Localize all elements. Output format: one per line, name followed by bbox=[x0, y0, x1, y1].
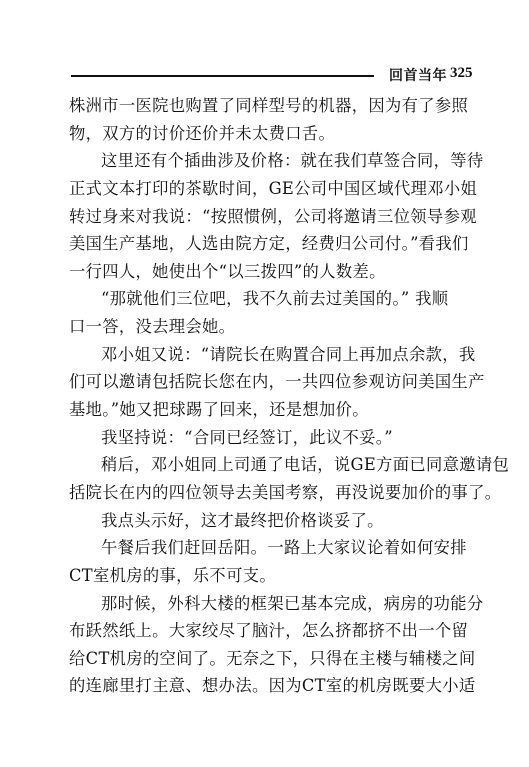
text-line: 那时候，外科大楼的框架已基本完成，病房的功能分 bbox=[101, 593, 484, 613]
text-line: CT室机房的事，乐不可支。 bbox=[69, 565, 276, 585]
text-line: 我点头示好，这才最终把价格谈妥了。 bbox=[101, 510, 384, 530]
running-header bbox=[71, 62, 471, 86]
text-line: 括院长在内的四位领导去美国考察，再没说要加价的事了。 bbox=[69, 482, 502, 502]
text-line: 们可以邀请包括院长您在内，一共四位参观访问美国生产 bbox=[69, 372, 485, 392]
text-line: 转过身来对我说：“按照惯例，公司将邀请三位领导参观 bbox=[69, 206, 477, 226]
header-rule bbox=[71, 75, 374, 77]
text-line: 物，双方的讨价还价并未太费口舌。 bbox=[69, 123, 336, 143]
text-line: 正式文本打印的茶歇时间，GE公司中国区域代理邓小姐 bbox=[69, 178, 478, 198]
text-line: 基地。”她又把球踢了回来，还是想加价。 bbox=[69, 400, 369, 420]
text-line: 邓小姐又说：“请院长在购置合同上再加点余款，我 bbox=[101, 344, 476, 364]
page-number: 325 bbox=[450, 65, 473, 81]
text-line: 一行四人，她使出个“以三拨四”的人数差。 bbox=[69, 261, 386, 281]
text-line: 的连廊里打主意、想办法。因为CT室的机房既要大小适 bbox=[69, 676, 476, 696]
text-line: “那就他们三位吧，我不久前去过美国的。” 我顺 bbox=[101, 289, 449, 309]
text-line: 美国生产基地，人选由院方定，经费归公司付。”看我们 bbox=[69, 234, 469, 254]
body-text bbox=[69, 92, 510, 700]
text-line: 我坚持说：“合同已经签订，此议不妥。” bbox=[101, 427, 393, 447]
text-line: 口一答，没去理会她。 bbox=[69, 317, 236, 337]
text-line: 午餐后我们赶回岳阳。一路上大家议论着如何安排 bbox=[101, 538, 467, 558]
section-title: 回首当年 bbox=[389, 68, 447, 84]
text-line: 这里还有个插曲涉及价格：就在我们草签合同，等待 bbox=[101, 151, 484, 171]
text-line: 稍后，邓小姐同上司通了电话，说GE方面已同意邀请包 bbox=[101, 455, 510, 475]
text-line: 给CT机房的空间了。无奈之下，只得在主楼与辅楼之间 bbox=[69, 648, 476, 668]
text-line: 布跃然纸上。大家绞尽了脑汁，怎么挤都挤不出一个留 bbox=[69, 621, 469, 641]
text-line: 株洲市一医院也购置了同样型号的机器，因为有了参照 bbox=[69, 96, 469, 115]
